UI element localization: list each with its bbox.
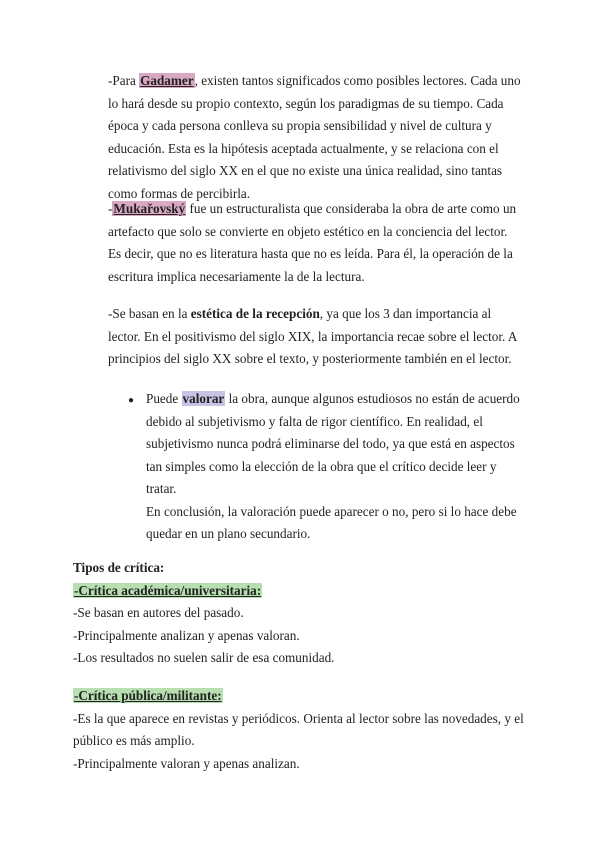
text-line: quedar en un plano secundario. bbox=[146, 526, 311, 541]
gadamer-highlight: Gadamer bbox=[140, 73, 194, 88]
publica-section bbox=[73, 685, 524, 775]
mukarovsky-highlight: Mukařovský bbox=[113, 201, 186, 216]
tipos-heading: Tipos de crítica: bbox=[73, 560, 165, 575]
publica-title: -Crítica pública/militante: bbox=[74, 688, 222, 703]
text-line: -Principalmente valoran y apenas analizan. bbox=[73, 755, 300, 771]
text-line: lector. En el positivismo del siglo XIX, la importancia recae sobre el lector. A bbox=[108, 328, 518, 344]
text-line: -Es la que aparece en revistas y periódicos. Orienta al lector sobre las novedades, y el bbox=[73, 710, 524, 726]
text-line: artefacto que solo se convierte en objeto estético en la conciencia del lector. bbox=[108, 223, 508, 239]
text-line: época y cada persona conlleva su propia sensibilidad y nivel de cultura y bbox=[108, 118, 492, 133]
tipos-section bbox=[73, 557, 334, 670]
bullet-valorar bbox=[146, 388, 520, 546]
text-line: público es más amplio. bbox=[73, 733, 195, 748]
text-line: tratar. bbox=[146, 481, 177, 496]
text-line: -Para Gadamer, existen tantos significados como posibles lectores. Cada uno bbox=[108, 73, 521, 88]
text-line: -Los resultados no suelen salir de esa comunidad. bbox=[73, 650, 335, 665]
text-line: principios del siglo XX sobre el texto, y posteriormente también en el lector. bbox=[108, 351, 512, 366]
text-line: tan simples como la elección de la obra que el crítico decide leer y bbox=[146, 458, 497, 474]
recepcion-bold: estética de la recepción bbox=[190, 306, 320, 321]
text-line: subjetivismo nunca podrá eliminarse del todo, ya que está en aspectos bbox=[146, 436, 515, 451]
text-line: como formas de percibirla. bbox=[108, 185, 251, 201]
text-line: relativismo del siglo XX en el que no existe una única realidad, sino tantas bbox=[108, 163, 503, 178]
text-line: En conclusión, la valoración puede aparecer o no, pero si lo hace debe bbox=[146, 503, 517, 519]
text-line: -Se basan en la estética de la recepción, ya que los 3 dan importancia al bbox=[108, 306, 492, 321]
text-line: escritura implica necesariamente la de la lectura. bbox=[108, 268, 365, 284]
paragraph-gadamer bbox=[108, 70, 521, 205]
text-line: Puede valorar la obra, aunque algunos estudiosos no están de acuerdo bbox=[146, 391, 520, 406]
text-line: lo hará desde su propio contexto, según los paradigmas de su tiempo. Cada bbox=[108, 95, 504, 111]
text-line: debido al subjetivismo y falta de rigor científico. En realidad, el bbox=[146, 413, 483, 429]
paragraph-recepcion bbox=[108, 303, 517, 371]
valorar-highlight: valorar bbox=[182, 391, 225, 406]
text-line: Es decir, que no es literatura hasta que no es leída. Para él, la operación de la bbox=[108, 246, 513, 261]
text-line: -Se basan en autores del pasado. bbox=[73, 605, 244, 620]
academica-title: -Crítica académica/universitaria: bbox=[74, 582, 262, 598]
text-line: educación. Esta es la hipótesis aceptada actualmente, y se relaciona con el bbox=[108, 140, 499, 156]
bullet-dot-icon: ● bbox=[128, 395, 135, 406]
text-line: -Principalmente analizan y apenas valoran. bbox=[73, 627, 300, 643]
paragraph-mukarovsky bbox=[108, 198, 516, 288]
text-line: -Mukařovský fue un estructuralista que consideraba la obra de arte como un bbox=[108, 201, 517, 216]
